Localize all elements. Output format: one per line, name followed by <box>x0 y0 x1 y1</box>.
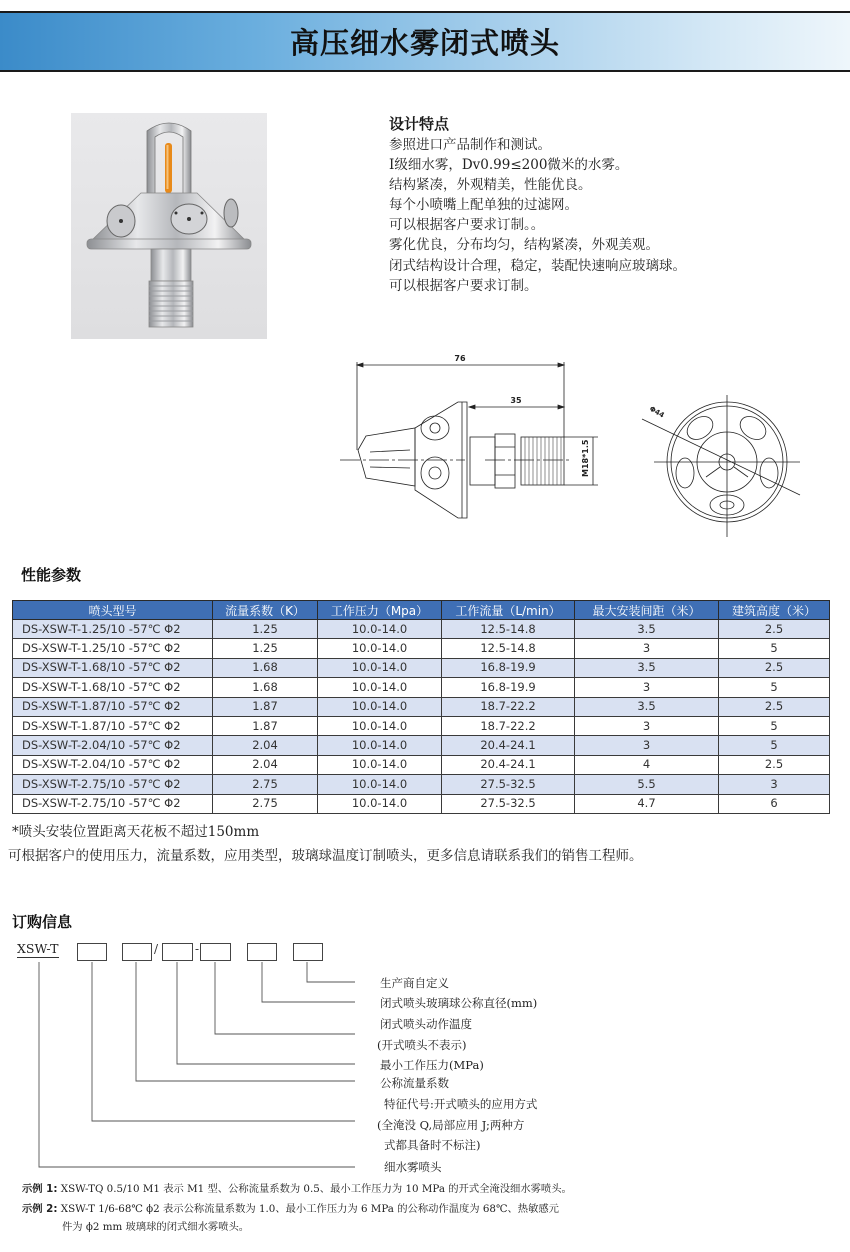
design-features <box>389 114 729 296</box>
page-title: 高压细水雾闭式喷头 <box>289 26 560 60</box>
code-separator-slash: / <box>154 942 159 956</box>
cell-flow: 12.5-14.8 <box>442 639 575 658</box>
table-row <box>13 794 830 813</box>
cell-pressure: 10.0-14.0 <box>318 697 442 716</box>
feature-item: 可以根据客户要求订制。。 <box>389 217 545 234</box>
cell-spacing: 3.5 <box>575 697 719 716</box>
legend-temperature-note: (开式喷头不表示) <box>377 1038 467 1052</box>
cell-pressure: 10.0-14.0 <box>318 658 442 677</box>
cell-spacing: 3.5 <box>575 620 719 639</box>
cell-pressure: 10.0-14.0 <box>318 775 442 794</box>
dim-thread-spec: M18*1.5 <box>581 439 590 477</box>
legend-custom: 生产商自定义 <box>380 976 449 990</box>
cell-flow: 16.8-19.9 <box>442 658 575 677</box>
example-1-text: XSW-TQ 0.5/10 M1 表示 M1 型、公称流量系数为 0.5、最小工作压力为 10 MPa 的开式全淹没细水雾喷头。 <box>60 1183 572 1195</box>
features-heading: 设计特点 <box>389 115 450 133</box>
feature-item: 每个小喷嘴上配单独的过滤网。 <box>389 197 578 214</box>
cell-pressure: 10.0-14.0 <box>318 620 442 639</box>
table-row <box>13 716 830 735</box>
cell-pressure: 10.0-14.0 <box>318 716 442 735</box>
example-2-label: 示例 2: <box>22 1203 58 1215</box>
legend-k-factor: 公称流量系数 <box>380 1076 449 1090</box>
cell-k-factor: 1.87 <box>213 697 318 716</box>
cell-k-factor: 2.04 <box>213 736 318 755</box>
legend-prefix: 细水雾喷头 <box>384 1160 442 1174</box>
cell-height: 5 <box>719 716 830 735</box>
cell-k-factor: 1.25 <box>213 620 318 639</box>
cell-flow: 18.7-22.2 <box>442 716 575 735</box>
cell-model: DS-XSW-T-1.87/10 -57℃ Φ2 <box>13 716 213 735</box>
col-header-model: 喷头型号 <box>13 601 213 620</box>
cell-flow: 18.7-22.2 <box>442 697 575 716</box>
cell-k-factor: 1.87 <box>213 716 318 735</box>
table-row <box>13 697 830 716</box>
cell-pressure: 10.0-14.0 <box>318 678 442 697</box>
cell-spacing: 3 <box>575 678 719 697</box>
legend-feature-options: (全淹没 Q,局部应用 J;两种方 <box>377 1118 525 1132</box>
legend-temperature: 闭式喷头动作温度 <box>380 1017 472 1031</box>
cell-pressure: 10.0-14.0 <box>318 755 442 774</box>
example-2-continued: 件为 ϕ2 mm 玻璃球的闭式细水雾喷头。 <box>62 1221 250 1233</box>
example-1 <box>22 1180 572 1195</box>
code-box-temperature <box>200 943 231 961</box>
customization-note: 可根据客户的使用压力，流量系数，应用类型，玻璃球温度订制喷头，更多信息请联系我们的销售工程师。 <box>8 848 643 864</box>
cell-k-factor: 1.68 <box>213 678 318 697</box>
cell-model: DS-XSW-T-1.68/10 -57℃ Φ2 <box>13 658 213 677</box>
cell-flow: 20.4-24.1 <box>442 755 575 774</box>
cell-height: 5 <box>719 639 830 658</box>
feature-item: 雾化优良，分布均匀，结构紧凑，外观美观。 <box>389 237 659 254</box>
cell-height: 5 <box>719 678 830 697</box>
feature-item: 闭式结构设计合理，稳定，装配快速响应玻璃球。 <box>389 257 686 274</box>
example-2-text: XSW-T 1/6-68℃ ϕ2 表示公称流量系数为 1.0、最小工作压力为 6 MPa 的公称动作温度为 68℃、热敏感元 <box>60 1203 559 1215</box>
cell-height: 5 <box>719 736 830 755</box>
cell-k-factor: 2.75 <box>213 775 318 794</box>
cell-flow: 27.5-32.5 <box>442 794 575 813</box>
ordering-heading: 订购信息 <box>12 913 73 931</box>
dim-diameter: Φ44 <box>648 404 666 420</box>
legend-bulb-diameter: 闭式喷头玻璃球公称直径(mm) <box>380 996 538 1010</box>
cell-model: DS-XSW-T-1.87/10 -57℃ Φ2 <box>13 697 213 716</box>
cell-height: 2.5 <box>719 658 830 677</box>
cell-spacing: 5.5 <box>575 775 719 794</box>
table-row <box>13 620 830 639</box>
feature-item: I级细水雾，Dv0.99≤200微米的水雾。 <box>389 157 629 174</box>
cell-spacing: 3 <box>575 639 719 658</box>
cell-model: DS-XSW-T-2.75/10 -57℃ Φ2 <box>13 794 213 813</box>
legend-feature-note: 式都具备时不标注) <box>384 1138 481 1152</box>
cell-spacing: 4 <box>575 755 719 774</box>
install-note: *喷头安装位置距离天花板不超过150mm <box>12 824 260 840</box>
cell-model: DS-XSW-T-2.04/10 -57℃ Φ2 <box>13 755 213 774</box>
cell-model: DS-XSW-T-1.68/10 -57℃ Φ2 <box>13 678 213 697</box>
feature-item: 结构紧凑，外观精美，性能优良。 <box>389 177 592 194</box>
cell-spacing: 3 <box>575 736 719 755</box>
front-view-drawing <box>640 395 810 545</box>
product-photo <box>71 113 267 339</box>
table-header-row <box>13 601 830 620</box>
cell-model: DS-XSW-T-2.75/10 -57℃ Φ2 <box>13 775 213 794</box>
table-row <box>13 755 830 774</box>
cell-model: DS-XSW-T-1.25/10 -57℃ Φ2 <box>13 639 213 658</box>
code-box-feature <box>77 943 107 961</box>
example-2 <box>22 1200 559 1215</box>
cell-flow: 27.5-32.5 <box>442 775 575 794</box>
table-row <box>13 736 830 755</box>
side-view-drawing <box>340 340 620 520</box>
feature-item: 可以根据客户要求订制。 <box>389 277 538 294</box>
cell-k-factor: 2.75 <box>213 794 318 813</box>
code-box-pressure <box>162 943 193 961</box>
col-header-k-factor: 流量系数（K） <box>213 601 318 620</box>
performance-table <box>12 600 830 814</box>
col-header-spacing: 最大安装间距（米） <box>575 601 719 620</box>
cell-flow: 20.4-24.1 <box>442 736 575 755</box>
legend-pressure: 最小工作压力(MPa) <box>380 1058 484 1072</box>
cell-k-factor: 1.25 <box>213 639 318 658</box>
code-box-k-factor <box>122 943 152 961</box>
cell-pressure: 10.0-14.0 <box>318 639 442 658</box>
cell-k-factor: 1.68 <box>213 658 318 677</box>
performance-heading: 性能参数 <box>21 566 82 584</box>
code-box-custom <box>293 943 323 961</box>
cell-height: 3 <box>719 775 830 794</box>
code-prefix: XSW-T <box>17 941 59 956</box>
cell-k-factor: 2.04 <box>213 755 318 774</box>
col-header-flow: 工作流量（L/min） <box>442 601 575 620</box>
cell-height: 2.5 <box>719 697 830 716</box>
cell-flow: 12.5-14.8 <box>442 620 575 639</box>
col-header-pressure: 工作压力（Mpa） <box>318 601 442 620</box>
cell-height: 2.5 <box>719 755 830 774</box>
col-header-height: 建筑高度（米） <box>719 601 830 620</box>
cell-flow: 16.8-19.9 <box>442 678 575 697</box>
feature-item: 参照进口产品制作和测试。 <box>389 137 551 153</box>
features-list <box>389 135 729 296</box>
code-separator-dash: - <box>195 942 200 956</box>
cell-pressure: 10.0-14.0 <box>318 794 442 813</box>
legend-feature-code: 特征代号:开式喷头的应用方式 <box>384 1097 538 1111</box>
cell-model: DS-XSW-T-1.25/10 -57℃ Φ2 <box>13 620 213 639</box>
table-row <box>13 775 830 794</box>
cell-model: DS-XSW-T-2.04/10 -57℃ Φ2 <box>13 736 213 755</box>
cell-height: 2.5 <box>719 620 830 639</box>
table-row <box>13 678 830 697</box>
cell-spacing: 3.5 <box>575 658 719 677</box>
code-box-bulb-diameter <box>247 943 277 961</box>
dim-thread-length: 35 <box>510 396 522 405</box>
table-row <box>13 639 830 658</box>
cell-spacing: 4.7 <box>575 794 719 813</box>
ordering-code-diagram <box>0 930 600 1175</box>
title-banner <box>0 11 850 72</box>
cell-height: 6 <box>719 794 830 813</box>
cell-pressure: 10.0-14.0 <box>318 736 442 755</box>
table-row <box>13 658 830 677</box>
example-1-label: 示例 1: <box>22 1183 58 1195</box>
cell-spacing: 3 <box>575 716 719 735</box>
dim-total-length: 76 <box>454 354 466 363</box>
